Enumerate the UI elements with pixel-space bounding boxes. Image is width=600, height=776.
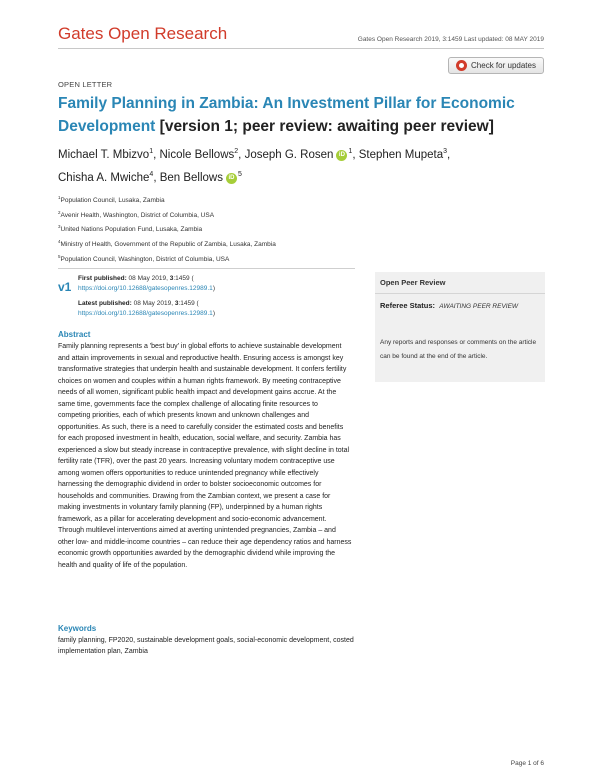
referee-status-label: Referee Status: [380,301,436,310]
author-list [58,142,528,188]
referee-status-value: AWAITING PEER REVIEW [439,303,519,310]
abstract-text: Family planning represents a 'best buy' in global efforts to achieve sustainable development and attain improvements in sexual and reproductive health. Ensuring access is amongst key transformative strategies that underpin health and sustainable development. It confers fertility choices on women and couples within a human rights framework. By meeting contraceptive needs of all women, significant public health impact and development gains accrue. At the same time, governments face the complex challenge of allocating finite resources to competing priorities, each of which presents known and unknown challenges and opportunities. As such, there is a need to carefully consider the estimated costs and benefits for each proposed investment in health, education, social welfare, and security. Zambia has experienced a slow but steady increase in contraceptive prevalence, with slight decline in total fertility rate (TFR), over the past 20 years. Increasing voluntary modern contraceptive use among women offers opportunities to reduce unintended pregnancy while effectively harnessing the demographic dividend in order to bolster socioeconomic outcomes for households and communities. Drawing from the Zambian context, we present a case for making investments in voluntary family planning (FP), underpinned by a human rights framework, as a pillar for accelerating development and socio-economic advancement. Through multilevel interventions aimed at averting unintended pregnancies, Zambia – and other low- and middle-income countries – can reduce their age dependency ratios and harness economic growth opportunities awarded by the demographic dividend while improving the health and quality of life of the population. [58,343,352,569]
affiliation-text: Ministry of Health, Government of the Republic of Zambia, Lusaka, Zambia [60,241,276,249]
author-separator: , [153,148,160,161]
article-type: OPEN LETTER [58,80,113,89]
affiliation-number: 2 [58,209,61,215]
page-number: Page 1 of 6 [510,760,544,767]
author-affiliation-number: 1 [348,148,353,155]
latest-doi-link[interactable]: https://doi.org/10.12688/gatesopenres.12989.1 [78,310,213,317]
check-for-updates-button[interactable] [448,57,544,74]
author-name[interactable]: Stephen Mupeta [358,148,444,161]
first-published: First published: 08 May 2019, 3:1459 ( https://doi.org/10.12688/gatesopenres.12989.1) [78,275,215,292]
author-name[interactable]: Nicole Bellows [159,148,235,161]
check-for-updates-label: Check for updates [471,61,536,70]
journal-name[interactable]: Gates Open Research [58,24,228,43]
article-title [58,92,538,138]
section-divider [58,268,355,269]
affiliation-list [58,192,276,265]
keywords-text: family planning, FP2020, sustainable development goals, social-economic development, costed implementation plan, Zambia [58,637,354,655]
header-divider [58,48,544,49]
author-affiliation-number: 3 [443,148,448,155]
peer-review-note: Any reports and responses or comments on the article can be found at the end of the article. [380,339,537,360]
keywords-heading: Keywords [58,624,97,633]
citation-line: Gates Open Research 2019, 3:1459 Last updated: 08 MAY 2019 [357,36,544,43]
affiliation-number: 5 [58,253,61,259]
referee-status [380,300,540,313]
affiliation-item [58,192,276,207]
affiliation-item [58,236,276,251]
latest-published: Latest published: 08 May 2019, 3:1459 ( https://doi.org/10.12688/gatesopenres.12989.1) [78,300,215,317]
author-name[interactable]: Ben Bellows [159,171,223,184]
orcid-icon[interactable]: iD [336,150,347,161]
affiliation-text: United Nations Population Fund, Lusaka, Zambia [60,226,203,234]
publication-info [78,274,338,324]
first-doi-link[interactable]: https://doi.org/10.12688/gatesopenres.12989.1 [78,285,213,292]
affiliation-number: 1 [58,195,61,200]
author-affiliation-number: 5 [238,170,242,178]
affiliation-number: 3 [58,224,61,230]
open-peer-review-title: Open Peer Review [375,272,545,294]
affiliation-item [58,207,276,222]
affiliation-item [58,221,276,236]
title-line-2: Development [58,118,156,135]
author-separator: , [447,148,451,161]
crossmark-icon [456,60,467,71]
author-affiliation-number: 4 [149,170,154,178]
affiliation-text: Population Council, Lusaka, Zambia [60,197,165,205]
abstract-heading: Abstract [58,330,91,339]
author-separator: , [238,148,245,161]
author-name[interactable]: Chisha A. Mwiche [58,171,150,184]
author-affiliation-number: 2 [234,148,239,155]
author-name[interactable]: Michael T. Mbizvo [58,148,150,161]
author-affiliation-number: 1 [149,148,154,155]
title-line-1: Family Planning in Zambia: An Investment Pillar for Economic [58,95,515,112]
version-status: [version 1; peer review: awaiting peer review] [159,118,494,135]
affiliation-text: Avenir Health, Washington, District of Columbia, USA [60,211,215,219]
affiliation-number: 4 [58,238,61,244]
affiliation-item [58,251,276,266]
author-separator: , [352,148,359,161]
version-badge: v1 [58,280,72,294]
affiliation-text: Population Council, Washington, District of Columbia, USA [60,255,230,263]
author-separator: , [153,171,160,184]
author-name[interactable]: Joseph G. Rosen [244,148,334,161]
orcid-icon[interactable]: iD [226,173,237,184]
